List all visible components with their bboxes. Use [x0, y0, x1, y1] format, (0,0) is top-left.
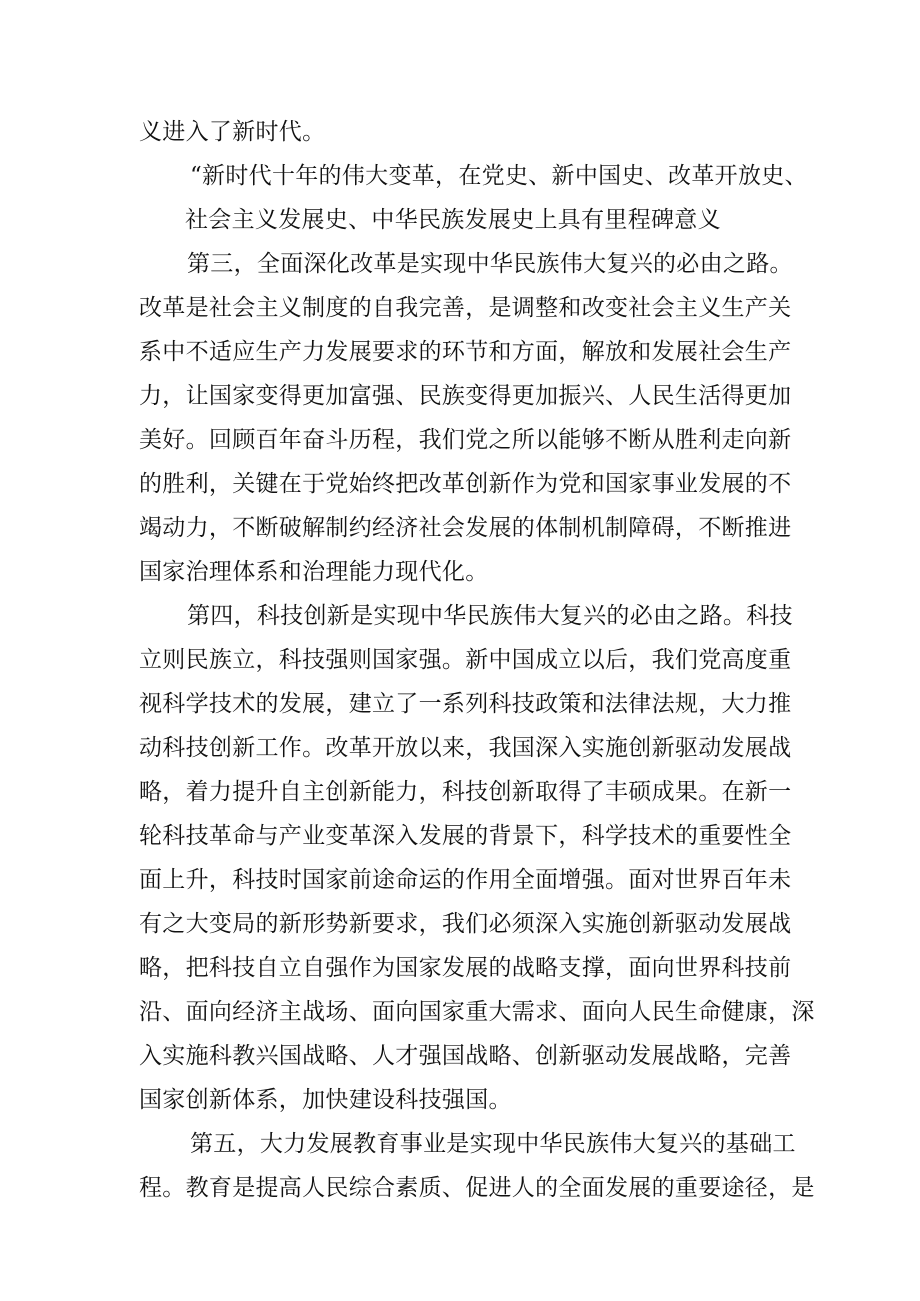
- text-line: 动科技创新工作。改革开放以来，我国深入实施创新驱动发展战: [139, 735, 792, 761]
- text-line: 义进入了新时代。: [139, 119, 326, 145]
- text-line: 视科学技术的发展，建立了一系列科技政策和法律法规，大力推: [139, 691, 792, 717]
- text-line: 略，把科技自立自强作为国家发展的战略支撑，面向世界科技前: [139, 955, 792, 981]
- paragraph-heading-line: 第三，全面深化改革是实现中华民族伟大复兴的必由之路。: [187, 251, 793, 277]
- text-line: 立则民族立，科技强则国家强。新中国成立以后，我们党高度重: [139, 647, 792, 673]
- text-line: 略，着力提升自主创新能力，科技创新取得了丰硕成果。在新一: [139, 779, 792, 805]
- text-line: 美好。回顾百年奋斗历程，我们党之所以能够不断从胜利走向新: [139, 427, 792, 453]
- text-line: 的胜利，关键在于党始终把改革创新作为党和国家事业发展的不: [139, 471, 792, 497]
- text-line: 程。教育是提高人民综合素质、促进人的全面发展的重要途径，是: [139, 1175, 815, 1201]
- text-line: 竭动力，不断破解制约经济社会发展的体制机制障碍，不断推进: [139, 515, 792, 541]
- text-line: 国家治理体系和治理能力现代化。: [139, 559, 489, 585]
- paragraph-heading-line: 第五，大力发展教育事业是实现中华民族伟大复兴的基础工: [190, 1131, 796, 1157]
- quote-line: 社会主义发展史、中华民族发展史上具有里程碑意义: [185, 207, 721, 233]
- paragraph-heading-line: 第四，科技创新是实现中华民族伟大复兴的必由之路。科技: [187, 603, 793, 629]
- text-line: 沿、面向经济主战场、面向国家重大需求、面向人民生命健康，深: [139, 999, 815, 1025]
- text-line: 有之大变局的新形势新要求，我们必须深入实施创新驱动发展战: [139, 911, 792, 937]
- quote-line: “新时代十年的伟大变革，在党史、新中国史、改革开放史、: [190, 163, 808, 189]
- text-line: 入实施科教兴国战略、人才强国战略、创新驱动发展战略，完善: [139, 1043, 792, 1069]
- text-line: 国家创新体系，加快建设科技强国。: [139, 1087, 512, 1113]
- text-line: 轮科技革命与产业变革深入发展的背景下，科学技术的重要性全: [139, 823, 792, 849]
- text-line: 面上升，科技时国家前途命运的作用全面增强。面对世界百年未: [139, 867, 792, 893]
- text-line: 改革是社会主义制度的自我完善，是调整和改变社会主义生产关: [139, 295, 792, 321]
- text-line: 力，让国家变得更加富强、民族变得更加振兴、人民生活得更加: [139, 383, 792, 409]
- text-line: 系中不适应生产力发展要求的环节和方面，解放和发展社会生产: [139, 339, 792, 365]
